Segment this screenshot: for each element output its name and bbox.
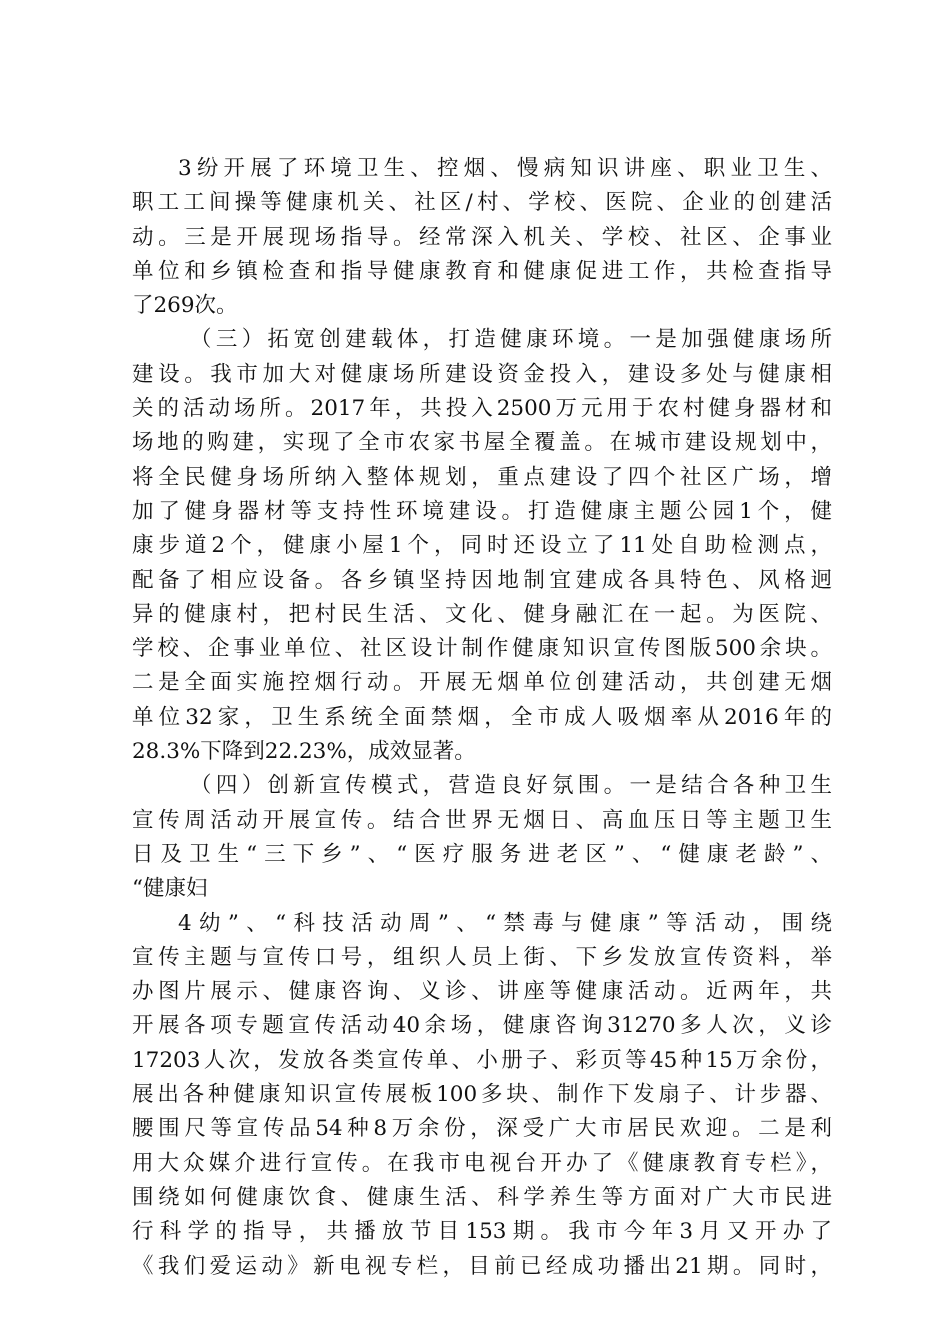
- text-line: 职工工间操等健康机关、社区/村、学校、医院、企业的创建活: [132, 190, 832, 216]
- text-line: 28.3%下降到22.23%，成效显著。: [132, 739, 476, 765]
- text-line: 康步道2个，健康小屋1个，同时还设立了11处自助检测点，: [132, 533, 832, 559]
- text-line: （三）拓宽创建载体，打造健康环境。一是加强健康场所: [190, 327, 832, 353]
- text-line: 4幼”、“科技活动周”、“禁毒与健康”等活动，围绕: [178, 910, 832, 936]
- text-line: （四）创新宣传模式，营造良好氛围。一是结合各种卫生: [190, 773, 832, 799]
- text-line: 围绕如何健康饮食、健康生活、科学养生等方面对广大市民进: [132, 1184, 832, 1210]
- text-line: 建设。我市加大对健康场所建设资金投入，建设多处与健康相: [132, 361, 832, 387]
- text-line: 办图片展示、健康咨询、义诊、讲座等健康活动。近两年，共: [132, 979, 832, 1005]
- text-line: 宣传主题与宣传口号，组织人员上街、下乡发放宣传资料，举: [132, 944, 832, 970]
- text-line: 了269次。: [132, 293, 238, 319]
- text-line: 二是全面实施控烟行动。开展无烟单位创建活动，共创建无烟: [132, 670, 832, 696]
- text-line: 配备了相应设备。各乡镇坚持因地制宜建成各具特色、风格迥: [132, 567, 832, 593]
- text-line: 3纷开展了环境卫生、控烟、慢病知识讲座、职业卫生、: [178, 156, 832, 181]
- text-line: 关的活动场所。2017年，共投入2500万元用于农村健身器材和: [132, 396, 832, 422]
- text-line: 开展各项专题宣传活动40余场，健康咨询31270多人次，义诊: [132, 1013, 832, 1039]
- text-line: 日及卫生“三下乡”、“医疗服务进老区”、“健康老龄”、: [132, 841, 832, 867]
- text-line: 场地的购建，实现了全市农家书屋全覆盖。在城市建设规划中，: [132, 430, 832, 456]
- text-line: “健康妇: [132, 876, 208, 902]
- text-line: 《我们爱运动》新电视专栏，目前已经成功播出21期。同时，: [132, 1253, 832, 1279]
- text-line: 学校、企事业单位、社区设计制作健康知识宣传图版500余块。: [132, 636, 832, 662]
- document-body: [132, 152, 832, 1284]
- text-line: 腰围尺等宣传品54种8万余份，深受广大市居民欢迎。二是利: [132, 1116, 832, 1142]
- text-line: 行科学的指导，共播放节目153期。我市今年3月又开办了: [132, 1219, 832, 1245]
- text-line: 宣传周活动开展宣传。结合世界无烟日、高血压日等主题卫生: [132, 807, 832, 833]
- text-line: 单位和乡镇检查和指导健康教育和健康促进工作，共检查指导: [132, 258, 832, 284]
- text-line: 展出各种健康知识宣传展板100多块、制作下发扇子、计步器、: [132, 1082, 832, 1108]
- text-line: 加了健身器材等支持性环境建设。打造健康主题公园1个，健: [132, 498, 832, 524]
- text-line: 异的健康村，把村民生活、文化、健身融汇在一起。为医院、: [132, 601, 832, 627]
- text-line: 动。三是开展现场指导。经常深入机关、学校、社区、企事业: [132, 224, 832, 250]
- text-line: 用大众媒介进行宣传。在我市电视台开办了《健康教育专栏》，: [132, 1150, 832, 1176]
- text-line: 将全民健身场所纳入整体规划，重点建设了四个社区广场，增: [132, 464, 832, 490]
- text-line: 单位32家，卫生系统全面禁烟，全市成人吸烟率从2016年的: [132, 704, 832, 730]
- text-line: 17203人次，发放各类宣传单、小册子、彩页等45种15万余份，: [132, 1047, 832, 1073]
